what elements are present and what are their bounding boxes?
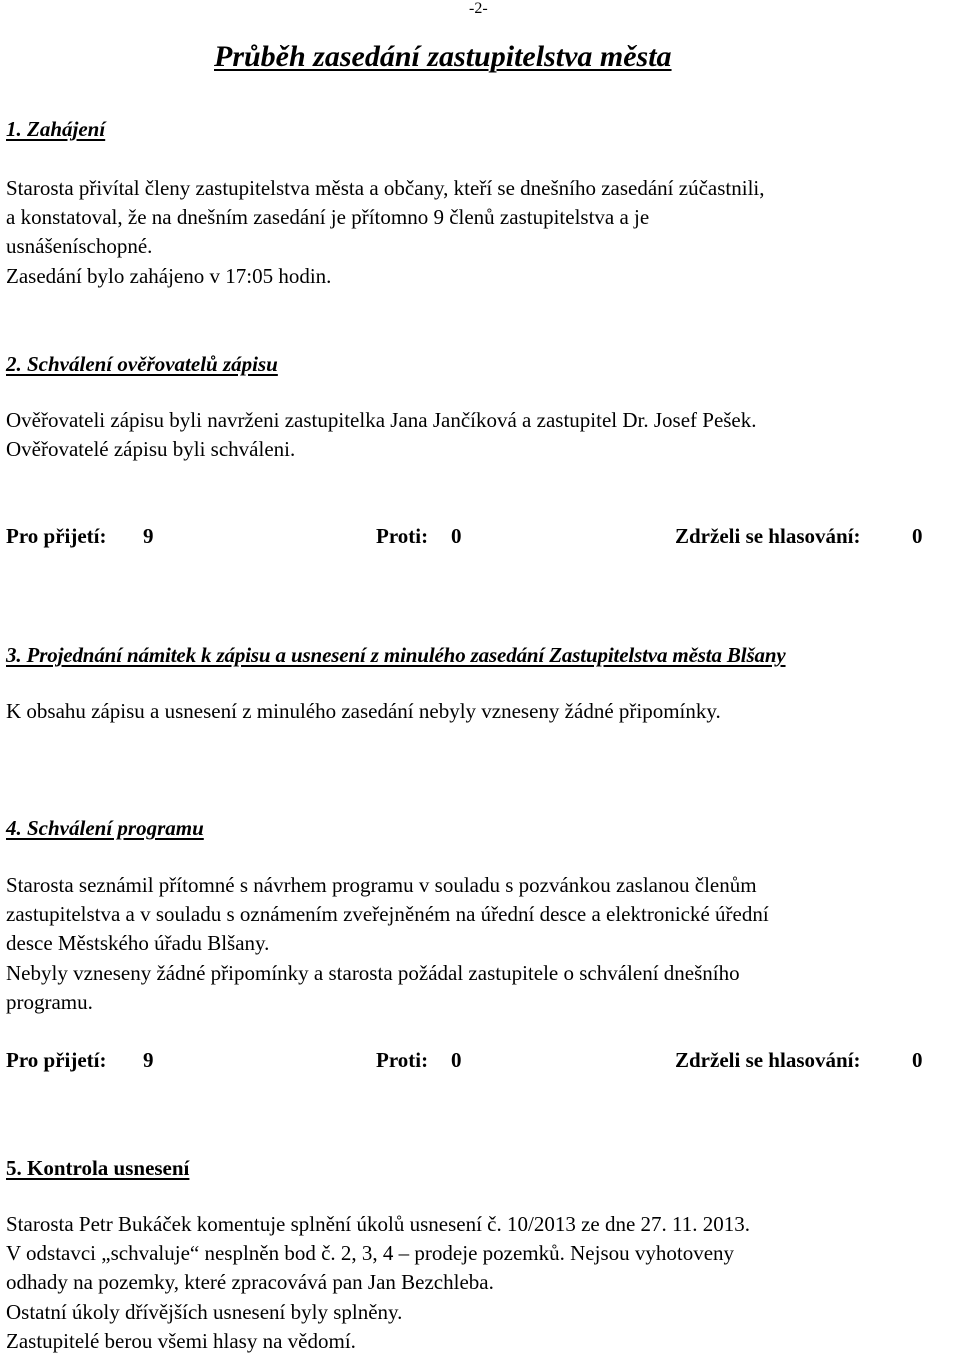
page-title: Průběh zasedání zastupitelstva města (214, 40, 672, 73)
section-5-heading: 5. Kontrola usnesení (6, 1156, 190, 1180)
text-line: Nebyly vzneseny žádné připomínky a starosta požádal zastupitele o schválení dnešního (6, 960, 740, 985)
vote-result (6, 522, 956, 551)
text-line: odhady na pozemky, které zpracovává pan Jan Bezchleba. (6, 1270, 494, 1295)
vote-against-value: 0 (451, 524, 462, 548)
vote-abstain-value: 0 (912, 1048, 923, 1072)
section-2-heading: 2. Schválení ověřovatelů zápisu (6, 352, 278, 376)
text-line: V odstavci „schvaluje“ nesplněn bod č. 2, 3, 4 – prodeje pozemků. Nejsou vyhotoveny (6, 1241, 735, 1266)
section-1-text (6, 174, 956, 291)
text-line: desce Městského úřadu Blšany. (6, 931, 270, 956)
vote-result (6, 1046, 956, 1075)
section-4-text (6, 871, 956, 1017)
text-line: zastupitelstva a v souladu s oznámením zveřejněném na úřední desce a elektronické úřední (6, 902, 769, 927)
vote-for-label: Pro přijetí: (6, 1048, 107, 1072)
vote-abstain-label: Zdrželi se hlasování: (675, 524, 861, 548)
text-line: Zastupitelé berou všemi hlasy na vědomí. (6, 1328, 356, 1353)
section-4-heading: 4. Schválení programu (6, 816, 204, 840)
section-1-heading: 1. Zahájení (6, 117, 106, 141)
text-line: Ověřovatelé zápisu byli schváleni. (6, 437, 296, 462)
vote-abstain-label: Zdrželi se hlasování: (675, 1048, 861, 1072)
vote-for-value: 9 (143, 524, 154, 548)
vote-against-value: 0 (451, 1048, 462, 1072)
text-line: K obsahu zápisu a usnesení z minulého zasedání nebyly vzneseny žádné připomínky. (6, 699, 721, 723)
text-line: Zasedání bylo zahájeno v 17:05 hodin. (6, 263, 332, 288)
section-3-heading: 3. Projednání námitek k zápisu a usnesení z minulého zasedání Zastupitelstva města Blšany (6, 643, 786, 667)
text-line: programu. (6, 989, 93, 1014)
text-line: Starosta Petr Bukáček komentuje splnění úkolů usnesení č. 10/2013 ze dne 27. 11. 2013. (6, 1212, 751, 1236)
vote-against-label: Proti: (376, 524, 429, 548)
vote-for-label: Pro přijetí: (6, 524, 107, 548)
text-line: usnášeníschopné. (6, 234, 153, 259)
vote-against-label: Proti: (376, 1048, 429, 1072)
text-line: Starosta seznámil přítomné s návrhem programu v souladu s pozvánkou zaslanou členům (6, 873, 757, 897)
text-line: Ověřovateli zápisu byli navrženi zastupitelka Jana Jančíková a zastupitel Dr. Josef Pešek. (6, 408, 757, 432)
text-line: Ostatní úkoly dřívějších usnesení byly splněny. (6, 1299, 403, 1324)
section-5-text (6, 1210, 956, 1356)
section-3-text (6, 697, 956, 726)
text-line: a konstatoval, že na dnešním zasedání je přítomno 9 členů zastupitelstva a je (6, 205, 650, 230)
text-line: Starosta přivítal členy zastupitelstva města a občany, kteří se dnešního zasedání zúčastnili, (6, 176, 765, 200)
section-2-text (6, 406, 956, 464)
page-number: -2- (469, 0, 488, 17)
vote-for-value: 9 (143, 1048, 154, 1072)
vote-abstain-value: 0 (912, 524, 923, 548)
